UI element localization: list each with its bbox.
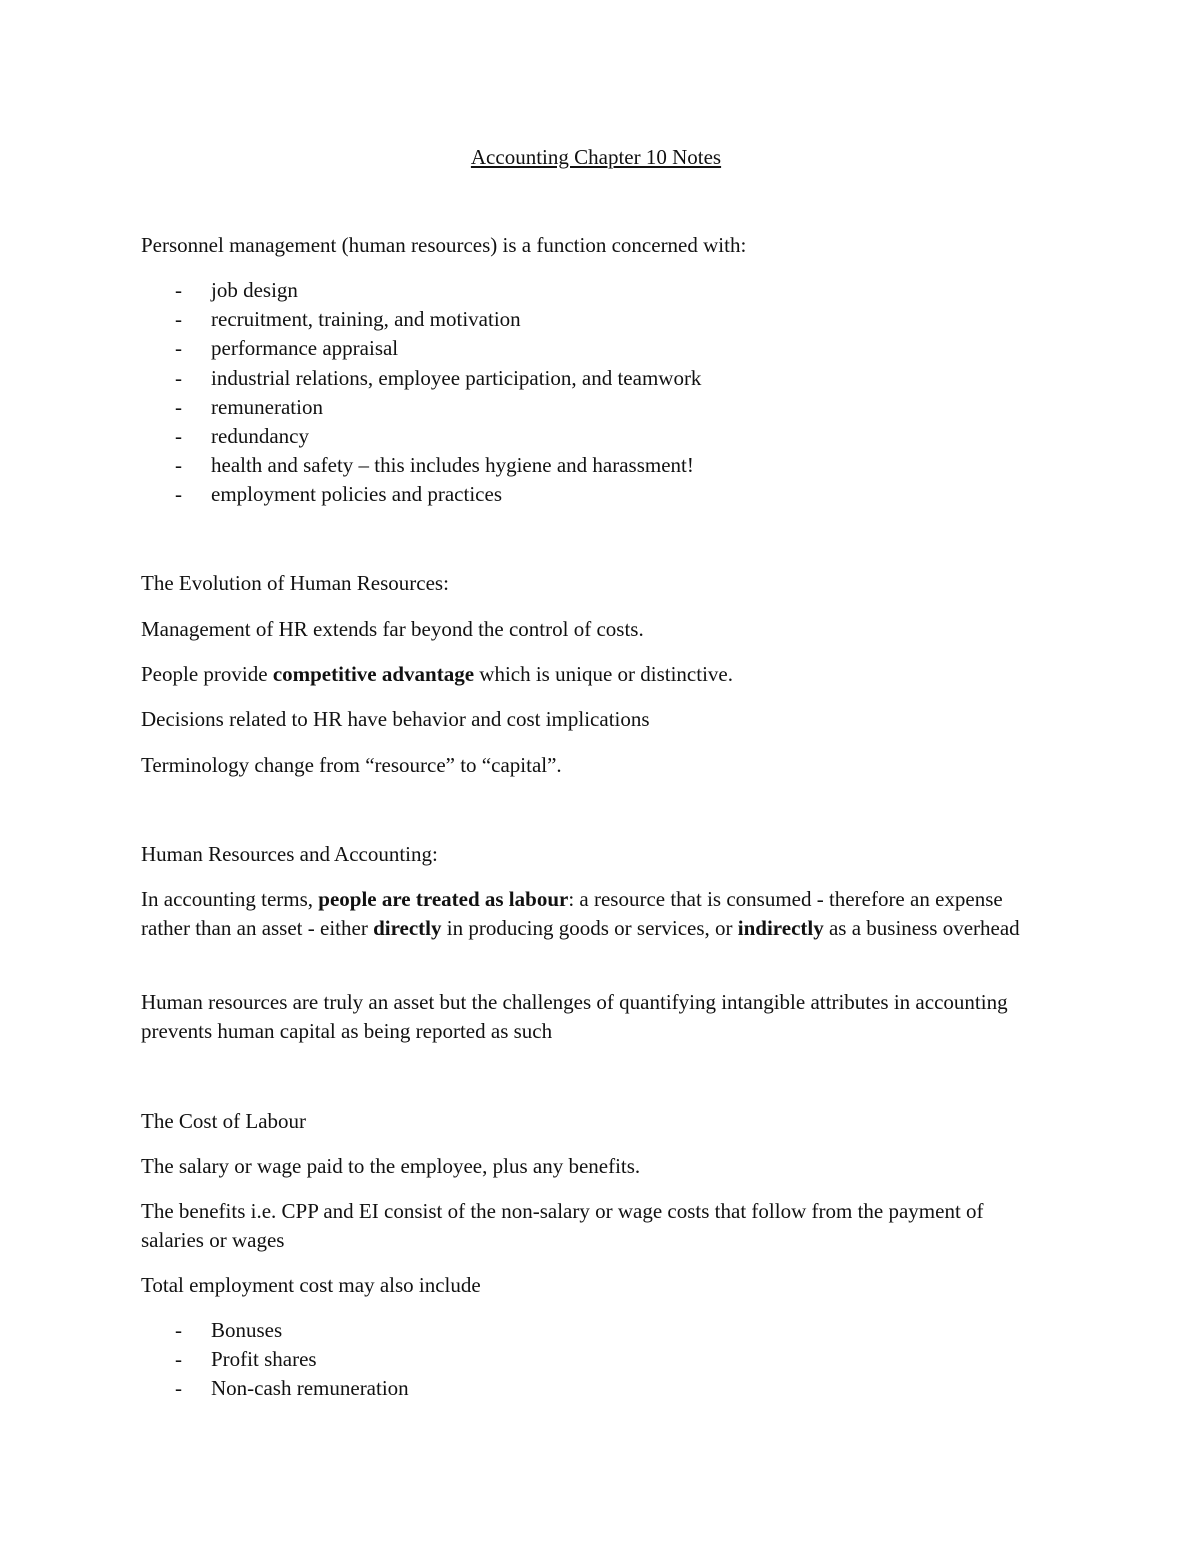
cost-items-list — [141, 1316, 409, 1404]
directly-term: directly — [373, 916, 442, 940]
functions-list — [141, 276, 701, 510]
evolution-paragraph-3: Decisions related to HR have behavior and cost implications — [141, 707, 650, 731]
list-item: - redundancy — [141, 422, 701, 451]
list-item: - job design — [141, 276, 701, 305]
bullet-dash: - — [175, 1318, 182, 1342]
indirectly-term: indirectly — [737, 916, 824, 940]
cost-of-labour-heading: The Cost of Labour — [141, 1109, 307, 1133]
document-title: Accounting Chapter 10 Notes — [470, 145, 722, 169]
bullet-dash: - — [175, 278, 182, 302]
bullet-dash: - — [175, 453, 182, 478]
list-item: - health and safety – this includes hygiene and harassment! — [141, 451, 701, 480]
evolution-paragraph-4: Terminology change from “resource” to “capital”. — [141, 753, 562, 777]
list-item: - employment policies and practices — [141, 480, 701, 509]
cost-paragraph-3: Total employment cost may also include — [141, 1273, 481, 1297]
bullet-dash: - — [175, 307, 182, 332]
list-item: - remuneration — [141, 393, 701, 422]
bullet-dash: - — [175, 1347, 182, 1372]
bullet-dash: - — [175, 336, 182, 361]
labour-term: people are treated as labour — [318, 887, 569, 911]
list-item: - recruitment, training, and motivation — [141, 305, 701, 334]
hr-accounting-paragraph-1: In accounting terms, people are treated as labour: a resource that is consumed - therefore an expense rather than an asset - either directly in producing goods or services, or indirectly as a business overhead — [141, 887, 1020, 940]
competitive-advantage-term: competitive advantage — [272, 662, 475, 686]
list-item: - performance appraisal — [141, 334, 701, 363]
bullet-dash: - — [175, 423, 182, 448]
cost-paragraph-2: The benefits i.e. CPP and EI consist of the non-salary or wage costs that follow from the payment of salaries or wages — [141, 1199, 984, 1252]
bullet-dash: - — [175, 365, 182, 390]
list-item: - Bonuses — [141, 1316, 409, 1345]
bullet-dash: - — [175, 1376, 182, 1401]
list-item: - Profit shares — [141, 1345, 409, 1374]
list-item: - Non-cash remuneration — [141, 1374, 409, 1403]
cost-paragraph-1: The salary or wage paid to the employee, plus any benefits. — [141, 1154, 641, 1178]
hr-accounting-heading: Human Resources and Accounting: — [141, 842, 438, 866]
hr-accounting-paragraph-2: Human resources are truly an asset but the challenges of quantifying intangible attributes in accounting prevents human capital as being reported as such — [141, 990, 1008, 1043]
list-item: - industrial relations, employee participation, and teamwork — [141, 364, 701, 393]
evolution-paragraph-2: People provide competitive advantage which is unique or distinctive. — [141, 662, 733, 686]
evolution-paragraph-1: Management of HR extends far beyond the control of costs. — [141, 617, 644, 641]
bullet-dash: - — [175, 482, 182, 507]
bullet-dash: - — [175, 394, 182, 419]
intro-paragraph: Personnel management (human resources) is a function concerned with: — [141, 233, 747, 257]
evolution-heading: The Evolution of Human Resources: — [141, 571, 449, 595]
